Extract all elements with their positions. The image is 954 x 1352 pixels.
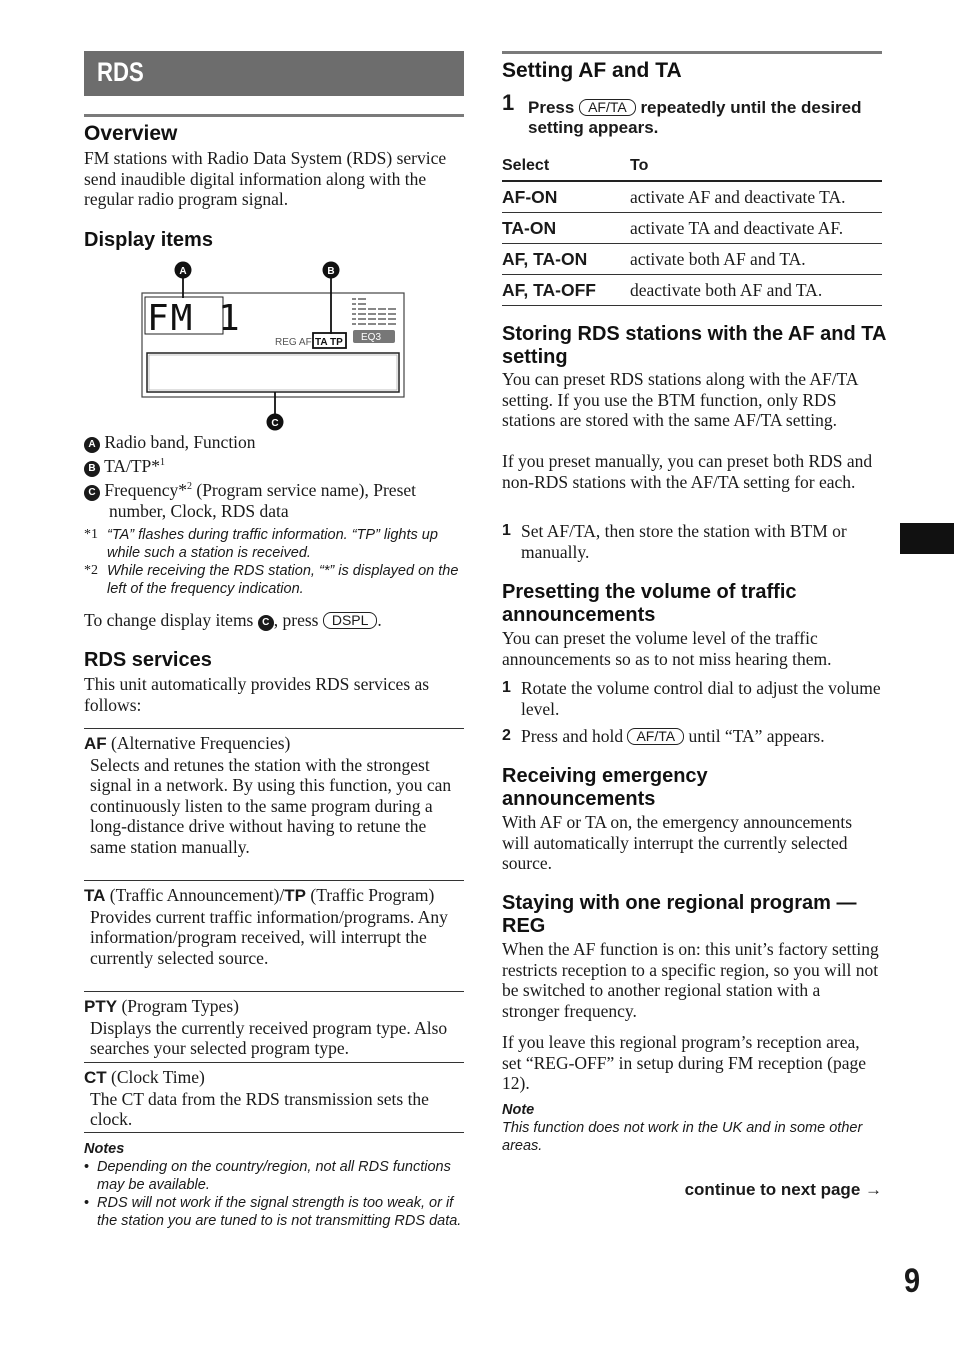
presetting-step-2-suffix: until “TA” appears.: [688, 726, 825, 746]
note-item-1-text: Depending on the country/region, not all RDS functions may be available.: [97, 1159, 451, 1193]
presetting-heading: Presetting the volume of traffic announcements: [502, 581, 797, 626]
table-cell-select: TA-ON: [502, 213, 630, 244]
regional-p2: If you leave this regional program’s reception area, set “REG-OFF” in setup during FM reception (page 12).: [502, 1032, 867, 1093]
footnote-1: [84, 526, 464, 562]
storing-p1: You can preset RDS stations along with the AF/TA setting. If you use the BTM function, only RDS stations are stored with the same AF/TA setting.: [502, 369, 858, 430]
regional-note: [502, 1101, 882, 1155]
service-af-term: AF: [84, 734, 107, 753]
marker-b-icon: B: [84, 461, 100, 477]
services-divider-top: [84, 728, 464, 729]
footnote-1-text: “TA” flashes during traffic information. “TP” lights up while such a station is received.: [107, 527, 438, 561]
legend-item-c-text: Frequency*: [104, 479, 187, 500]
storing-heading: Storing RDS stations with the AF and TA setting: [502, 323, 886, 368]
rds-services-heading: RDS services: [84, 649, 212, 671]
reg-af-indicator: REG AF: [275, 337, 312, 348]
table-header-select: Select: [502, 152, 630, 181]
service-tp-paren: (Traffic Program): [306, 885, 435, 905]
rds-services-intro: This unit automatically provides RDS services as follows:: [84, 674, 430, 715]
setting-af-ta-heading: Setting AF and TA: [502, 59, 682, 82]
footnote-2-text: While receiving the RDS station, “*” is displayed on the left of the frequency indication.: [107, 563, 459, 597]
legend-item-c: [84, 477, 464, 521]
band-display-text: FM 1: [147, 298, 242, 339]
dspl-button-label: DSPL: [323, 612, 378, 629]
display-items-heading: Display items: [84, 229, 213, 251]
change-prefix: To change display items: [84, 610, 254, 630]
notes-block: [84, 1140, 464, 1230]
legend-item-a-text: Radio band, Function: [104, 432, 256, 452]
legend-item-c-rest: (Program service name), Preset number, Clock, RDS data: [109, 479, 417, 521]
eq3-indicator: EQ3: [361, 332, 382, 343]
service-tp-term: TP: [284, 886, 306, 905]
overview-rule: [84, 114, 464, 117]
footnote-2-mark: *2: [84, 563, 98, 578]
overview-heading: Overview: [84, 122, 178, 145]
regional-note-heading: Note: [502, 1102, 535, 1118]
legend-item-b: [84, 453, 464, 477]
storing-step-1-number: 1: [502, 522, 511, 539]
eq-level-icon: [352, 298, 396, 325]
regional-heading: Staying with one regional program — REG: [502, 892, 857, 937]
setting-step-1-prefix: Press: [528, 98, 575, 117]
note-item-2: • RDS will not work if the signal strength is too weak, or if the station you are tuned to is not transmitting RDS data.: [84, 1195, 462, 1229]
setting-step-1-suffix: repeatedly until the desired setting appears.: [528, 98, 862, 137]
table-row: [502, 244, 882, 275]
presetting-step-2: [502, 726, 882, 747]
storing-p2: If you preset manually, you can preset both RDS and non-RDS stations with the AF/TA setting for each.: [502, 451, 873, 492]
callout-a: A: [179, 266, 187, 277]
table-cell-select: AF, TA-ON: [502, 244, 630, 275]
marker-c-inline-icon: C: [258, 615, 274, 631]
setting-af-ta-rule: [502, 51, 882, 54]
table-cell-to: deactivate both AF and TA.: [630, 275, 882, 306]
service-ta-term: TA: [84, 886, 106, 905]
table-header-row: [502, 152, 882, 181]
services-divider-bottom: [84, 1132, 464, 1133]
overview-text: FM stations with Radio Data System (RDS) service send inaudible digital information along with the regular radio program signal.: [84, 148, 447, 209]
af-ta-button-label: AF/TA: [579, 99, 636, 116]
setting-step-1-number: 1: [502, 90, 515, 115]
presetting-p: You can preset the volume level of the traffic announcements so as to not miss hearing them.: [502, 628, 832, 669]
storing-step-1-text: Set AF/TA, then store the station with BTM or manually.: [521, 521, 847, 562]
change-suffix: .: [377, 610, 382, 630]
table-row: [502, 181, 882, 213]
setting-step-1: [502, 90, 882, 138]
services-divider-2: [84, 991, 464, 992]
footnote-1-mark: *1: [84, 527, 98, 542]
service-ct-paren: (Clock Time): [106, 1067, 205, 1087]
legend-item-c-sup: 2: [187, 480, 192, 492]
legend-item-b-text: TA/TP*: [104, 455, 161, 476]
callout-c: C: [271, 418, 279, 429]
services-divider-1: [84, 880, 464, 881]
footnotes: [84, 526, 464, 598]
page-number: 9: [904, 1262, 921, 1300]
note-item-1: • Depending on the country/region, not all RDS functions may be available.: [84, 1159, 451, 1193]
af-ta-settings-table: [502, 152, 882, 306]
display-diagram: [136, 258, 412, 434]
services-divider-3: [84, 1062, 464, 1063]
section-title: RDS: [97, 57, 144, 87]
note-item-2-text: RDS will not work if the signal strength is too weak, or if the station you are tuned to is not transmitting RDS data.: [97, 1195, 462, 1229]
service-pty-paren: (Program Types): [117, 996, 239, 1016]
service-ct: [84, 1067, 464, 1130]
change-display-instruction: [84, 610, 464, 631]
display-items-legend: [84, 432, 464, 521]
presetting-step-1: [502, 678, 882, 719]
table-cell-select: AF-ON: [502, 181, 630, 213]
emergency-heading: Receiving emergency announcements: [502, 765, 708, 810]
chapter-tab-marker: [900, 523, 954, 554]
regional-p1: When the AF function is on: this unit’s factory setting restricts reception to a specific region, so you will not be switched to another regional station with a stronger frequency.: [502, 939, 879, 1021]
service-af-desc: Selects and retunes the station with the strongest signal in a network. By using this function, you can continuously listen to the same program during a long-distance drive without having to retune the same station manually.: [90, 754, 452, 857]
section-header-bar: [84, 51, 464, 96]
marker-c-icon: C: [84, 485, 100, 501]
table-row: [502, 275, 882, 306]
change-middle: , press: [273, 610, 319, 630]
service-pty-desc: Displays the currently received program type. Also searches your selected program type.: [90, 1017, 448, 1058]
table-cell-to: activate AF and deactivate TA.: [630, 181, 882, 213]
service-ct-term: CT: [84, 1068, 107, 1087]
table-row: [502, 213, 882, 244]
presetting-step-2-prefix: Press and hold: [521, 726, 624, 746]
callout-b: B: [327, 266, 335, 277]
af-ta-button-label-2: AF/TA: [627, 728, 684, 745]
presetting-step-2-number: 2: [502, 727, 511, 744]
service-ct-desc: The CT data from the RDS transmission sets the clock.: [90, 1088, 429, 1129]
service-af: [84, 733, 464, 857]
legend-item-a: [84, 432, 464, 453]
marker-a-icon: A: [84, 437, 100, 453]
storing-step-1: [502, 521, 882, 562]
table-cell-to: activate both AF and TA.: [630, 244, 882, 275]
table-cell-select: AF, TA-OFF: [502, 275, 630, 306]
ta-tp-indicator: TA TP: [315, 337, 343, 348]
table-header-to: To: [630, 152, 882, 181]
service-ta-paren: (Traffic Announcement)/: [105, 885, 285, 905]
presetting-step-1-number: 1: [502, 679, 511, 696]
continue-to-next-page: continue to next page →: [684, 1180, 882, 1199]
footnote-2: [84, 562, 464, 598]
service-af-paren: (Alternative Frequencies): [106, 733, 291, 753]
regional-note-text: This function does not work in the UK and in some other areas.: [502, 1120, 863, 1154]
service-ta-tp: [84, 885, 464, 968]
notes-heading: Notes: [84, 1141, 125, 1157]
emergency-p: With AF or TA on, the emergency announcements will automatically interrupt the currently selected source.: [502, 812, 853, 873]
presetting-step-1-text: Rotate the volume control dial to adjust the volume level.: [521, 678, 881, 719]
service-ta-tp-desc: Provides current traffic information/programs. Any information/program received, will interrupt the currently selected source.: [90, 906, 448, 968]
table-cell-to: activate TA and deactivate AF.: [630, 213, 882, 244]
service-pty-term: PTY: [84, 997, 118, 1016]
service-pty: [84, 996, 464, 1059]
legend-item-b-sup: 1: [160, 457, 166, 468]
